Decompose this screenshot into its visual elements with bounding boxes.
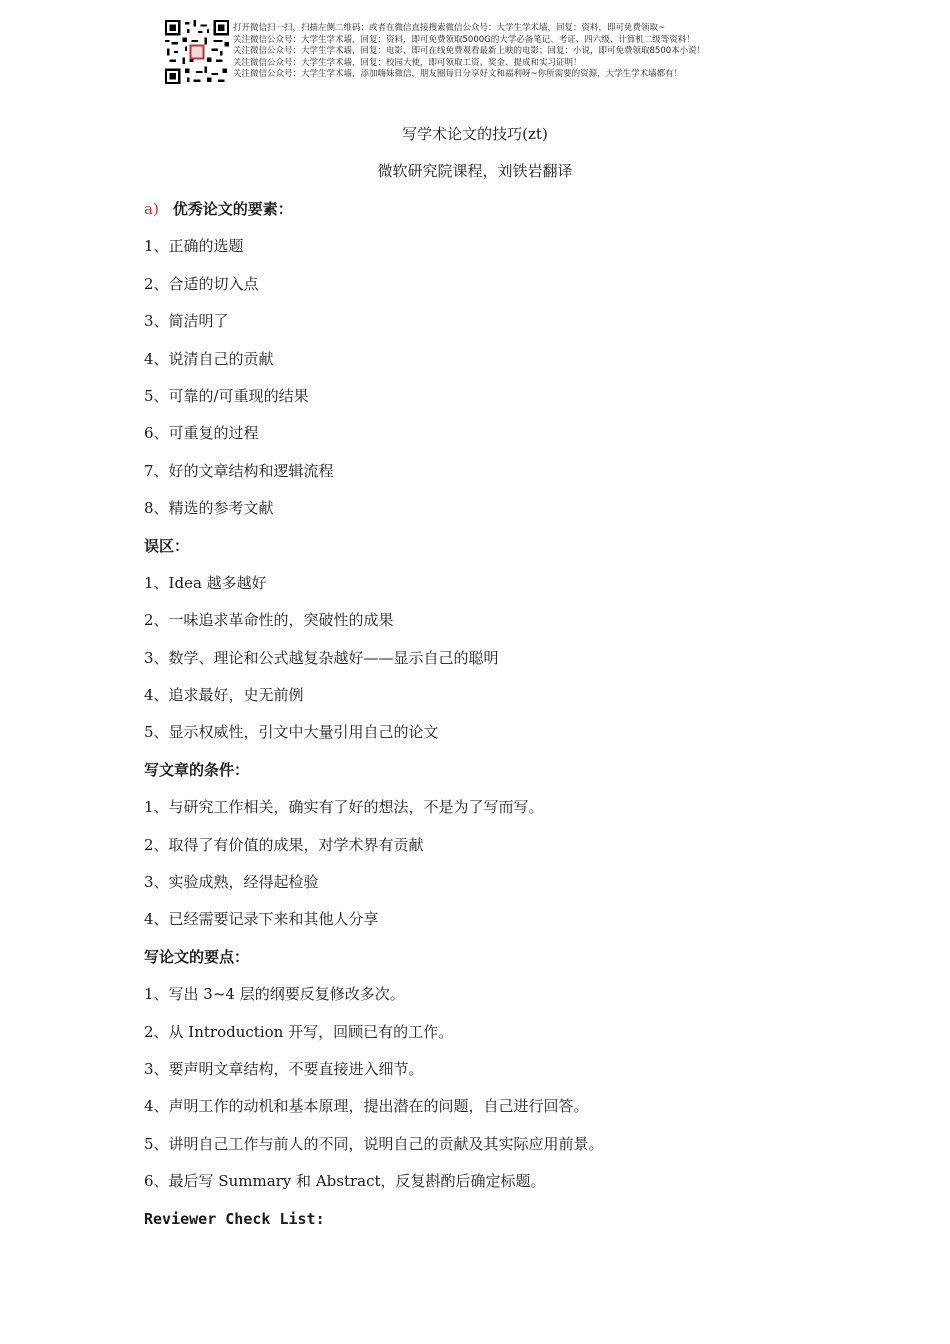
banner-line: 关注微信公众号：大学生学术墙，回复：资料，即可免费领取5000G的大学必备笔记、考证、四六级、计算机二级等资料！ — [233, 34, 695, 45]
list-item: 3、简洁明了 — [144, 312, 229, 331]
list-item: 3、数学、理论和公式越复杂越好——显示自己的聪明 — [144, 648, 499, 667]
promo-banner — [165, 20, 765, 86]
list-item: 1、与研究工作相关，确实有了好的想法，不是为了写而写。 — [144, 798, 544, 817]
banner-line: 关注微信公众号：大学生学术墙，回复：校园大使，即可领取工资、奖金、提成和实习证明！ — [233, 57, 582, 68]
list-item: 1、写出 3~4 层的纲要反复修改多次。 — [144, 985, 405, 1004]
banner-line: 关注微信公众号：大学生学术墙，添加嗨妹微信，朋友圈每日分享好文和福利呀~你所需要的资源，大学生学术墙都有！ — [233, 69, 683, 79]
list-marker: a) — [144, 200, 159, 218]
list-item: 5、显示权威性，引文中大量引用自己的论文 — [144, 723, 439, 742]
list-item: 4、说清自己的贡献 — [144, 349, 274, 368]
list-item: 1、Idea 越多越好 — [144, 573, 267, 592]
list-item: 1、正确的选题 — [144, 237, 244, 256]
document-body — [144, 198, 864, 1245]
qr-code-image — [165, 20, 229, 84]
section-heading: 写文章的条件： — [144, 760, 250, 779]
list-item: 2、一味追求革命性的，突破性的成果 — [144, 611, 394, 630]
list-item: 6、最后写 Summary 和 Abstract，反复斟酌后确定标题。 — [144, 1172, 546, 1191]
section-heading-text: 优秀论文的要素： — [172, 200, 293, 218]
section-heading: 误区： — [144, 536, 190, 555]
list-item: 3、实验成熟，经得起检验 — [144, 873, 319, 892]
list-item: 4、已经需要记录下来和其他人分享 — [144, 910, 379, 929]
list-item: 2、取得了有价值的成果，对学术界有贡献 — [144, 835, 424, 854]
document-subtitle: 微软研究院课程，刘铁岩翻译 — [377, 162, 573, 180]
reviewer-checklist-heading: Reviewer Check List: — [144, 1209, 325, 1228]
list-item: 4、声明工作的动机和基本原理，提出潜在的问题，自己进行回答。 — [144, 1097, 589, 1116]
section-heading: 写论文的要点： — [144, 947, 250, 966]
list-item: 2、从 Introduction 开写，回顾已有的工作。 — [144, 1022, 454, 1041]
list-item: 3、要声明文章结构，不要直接进入细节。 — [144, 1059, 424, 1078]
list-item: 6、可重复的过程 — [144, 424, 259, 443]
list-item: 2、合适的切入点 — [144, 274, 259, 293]
banner-line: 关注微信公众号：大学生学术墙，回复：电影，即可在线免费观看最新上映的电影；回复：小说，即可免费领取8500本小说！ — [233, 46, 706, 56]
section-heading — [144, 198, 864, 235]
list-item: 7、好的文章结构和逻辑流程 — [144, 461, 334, 480]
banner-line: 打开微信扫一扫，扫描左侧二维码；或者在微信直接搜索微信公众号：大学生学术墙，回复：资料，即可免费领取~ — [233, 23, 666, 33]
list-item: 5、可靠的/可重现的结果 — [144, 386, 309, 405]
document-title: 写学术论文的技巧(zt) — [402, 125, 548, 143]
list-item: 8、精选的参考文献 — [144, 499, 274, 518]
list-item: 4、追求最好，史无前例 — [144, 686, 304, 705]
list-item: 5、讲明自己工作与前人的不同，说明自己的贡献及其实际应用前景。 — [144, 1134, 604, 1153]
